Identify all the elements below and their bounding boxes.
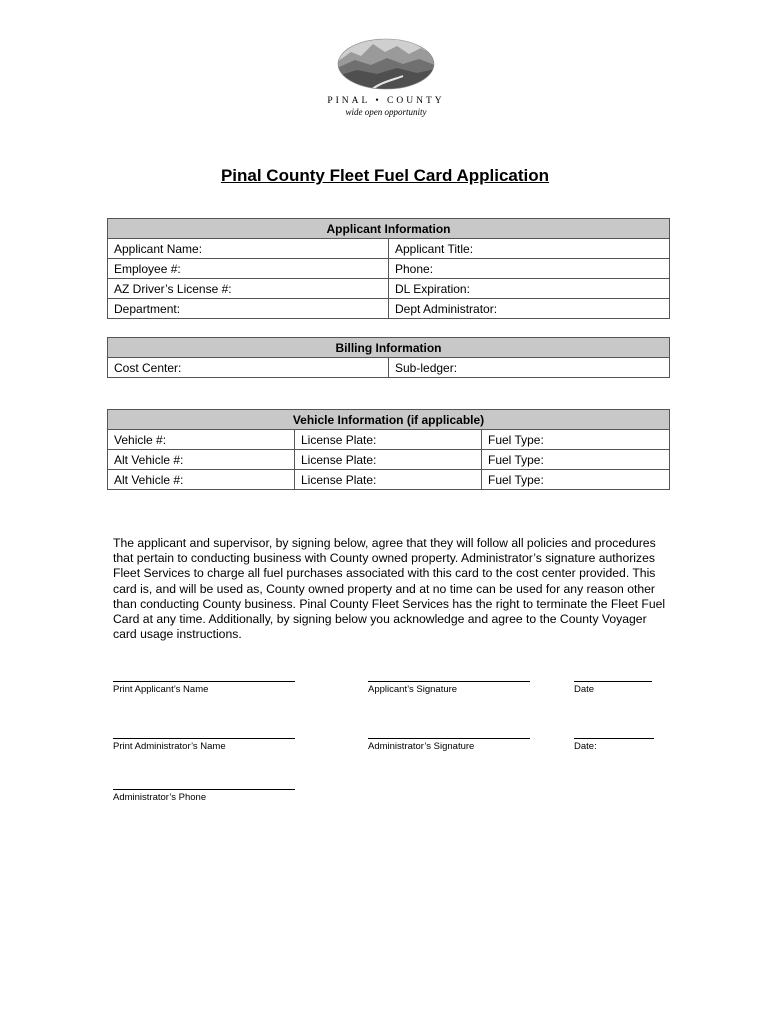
alt-vehicle-number-field-2[interactable]: Alt Vehicle #: [108,470,295,490]
mountain-landscape-icon [337,38,435,90]
license-plate-field[interactable]: License Plate: [295,430,482,450]
administrator-phone-label: Administrator’s Phone [113,792,207,803]
drivers-license-field[interactable]: AZ Driver’s License #: [108,279,389,299]
signature-line [113,789,295,790]
print-administrator-name-label: Print Administrator’s Name [113,741,226,752]
vehicle-info-table [107,409,670,490]
billing-info-header: Billing Information [108,338,670,358]
signature-line [368,681,530,682]
administrator-date-label: Date: [574,741,597,752]
sub-ledger-field[interactable]: Sub-ledger: [389,358,670,378]
logo-name: PINAL • COUNTY [327,96,445,106]
vehicle-number-field[interactable]: Vehicle #: [108,430,295,450]
applicant-date-line[interactable] [574,681,652,695]
signature-line [574,681,652,682]
phone-field[interactable]: Phone: [389,259,670,279]
administrator-date-line[interactable] [574,738,654,752]
logo-tagline: wide open opportunity [345,107,427,117]
applicant-info-header: Applicant Information [108,219,670,239]
signature-line [574,738,654,739]
agreement-text: The applicant and supervisor, by signing below, agree that they will follow all policies and procedures that pertain to conducting business with County owned property. Administrator’s signature authorizes Fleet Services to charge all fuel purchases associated with this card to the cost center provided. This card is, and will be used as, County owned property and at no time can be used for any reason other than conducting County business. Pinal County Fleet Services has the right to terminate the Fleet Fuel Card at any time. Additionally, by signing below you acknowledge and agree to the County Voyager card usage instructions. [113,536,666,642]
county-logo [318,38,454,117]
signature-line [368,738,530,739]
billing-info-table [107,337,670,378]
alt-fuel-type-field-2[interactable]: Fuel Type: [482,470,670,490]
employee-number-field[interactable]: Employee #: [108,259,389,279]
print-applicant-name-label: Print Applicant’s Name [113,684,209,695]
applicant-signature-label: Applicant’s Signature [368,684,458,695]
applicant-title-field[interactable]: Applicant Title: [389,239,670,259]
applicant-signature-line[interactable] [368,681,530,695]
applicant-name-field[interactable]: Applicant Name: [108,239,389,259]
department-field[interactable]: Department: [108,299,389,319]
administrator-phone-line[interactable] [113,789,295,803]
dl-expiration-field[interactable]: DL Expiration: [389,279,670,299]
alt-license-plate-field-2[interactable]: License Plate: [295,470,482,490]
alt-fuel-type-field[interactable]: Fuel Type: [482,450,670,470]
page-title: Pinal County Fleet Fuel Card Application [220,166,550,185]
applicant-info-table [107,218,670,319]
signature-line [113,738,295,739]
signature-line [113,681,295,682]
administrator-signature-line[interactable] [368,738,530,752]
print-applicant-name-line[interactable] [113,681,295,695]
cost-center-field[interactable]: Cost Center: [108,358,389,378]
dept-administrator-field[interactable]: Dept Administrator: [389,299,670,319]
applicant-date-label: Date [574,684,595,695]
alt-license-plate-field[interactable]: License Plate: [295,450,482,470]
fuel-type-field[interactable]: Fuel Type: [482,430,670,450]
alt-vehicle-number-field[interactable]: Alt Vehicle #: [108,450,295,470]
print-administrator-name-line[interactable] [113,738,295,752]
administrator-signature-label: Administrator’s Signature [368,741,475,752]
vehicle-info-header: Vehicle Information (if applicable) [108,410,670,430]
